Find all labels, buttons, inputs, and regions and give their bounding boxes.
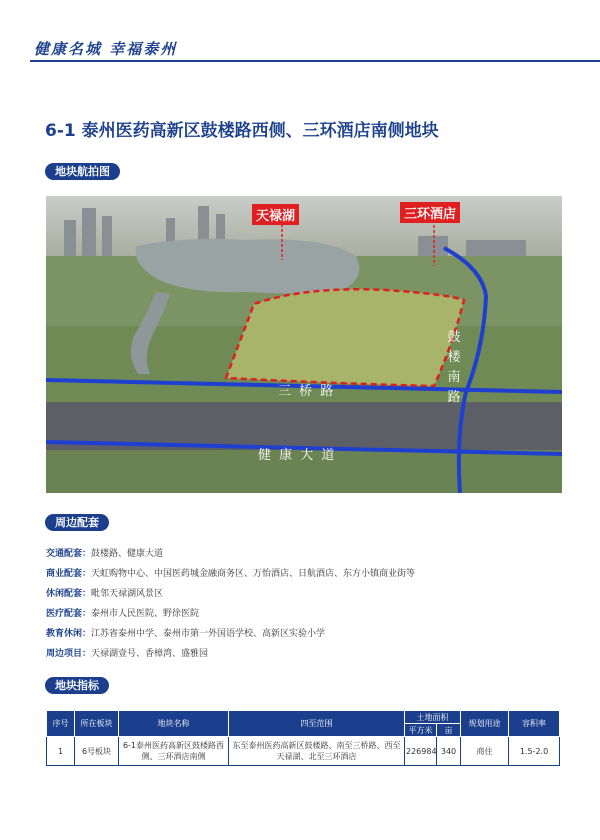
item-label: 交通配套： (46, 549, 92, 559)
cell-index: 1 (47, 737, 75, 766)
cell-bounds: 东至泰州医药高新区鼓楼路、南至三桥路、西至天禄湖、北至三环酒店 (229, 737, 405, 766)
surrounding-item (46, 564, 415, 584)
item-value: 泰州市人民医院、野徐医院 (91, 609, 200, 619)
col-far: 容积率 (509, 711, 560, 737)
label-lake: 天禄湖 (252, 204, 299, 225)
cell-block: 6号板块 (75, 737, 119, 766)
surroundings-list (46, 544, 415, 664)
cell-sqm: 226984 (405, 737, 437, 766)
label-road-gulou-char: 楼 (447, 350, 461, 365)
brand-slogan: 健康名城 幸福泰州 (34, 40, 178, 58)
surrounding-item (46, 544, 415, 564)
item-label: 教育休闲： (46, 629, 92, 639)
plot-land (226, 289, 464, 386)
label-road-jiankang: 健 康 大 道 (258, 448, 337, 463)
item-value: 江苏省泰州中学、泰州市第一外国语学校、高新区实验小学 (91, 629, 326, 639)
cell-use: 商住 (461, 737, 509, 766)
label-road-gulou-char: 鼓 (447, 330, 461, 345)
col-use: 规划用途 (461, 711, 509, 737)
cell-mu: 340 (437, 737, 461, 766)
col-bounds: 四至范围 (229, 711, 405, 737)
surrounding-item (46, 584, 415, 604)
item-value: 天虹购物中心、中国医药城金融商务区、万怡酒店、日航酒店、东方小镇商业街等 (91, 569, 416, 579)
item-label: 周边项目： (46, 649, 92, 659)
item-label: 休闲配套： (46, 589, 92, 599)
item-value: 天禄湖壹号、香樟湾、盛雅园 (91, 649, 209, 659)
section-pill-indicators: 地块指标 (45, 677, 109, 694)
item-value: 鼓楼路、健康大道 (91, 549, 164, 559)
col-name: 地块名称 (119, 711, 229, 737)
col-block: 所在板块 (75, 711, 119, 737)
surrounding-item (46, 644, 415, 664)
label-hotel: 三环酒店 (400, 202, 460, 223)
label-road-sanqiao: 三 桥 路 (278, 384, 336, 399)
col-area-sqm: 平方米 (405, 724, 437, 737)
col-area-mu: 亩 (437, 724, 461, 737)
item-label: 医疗配套： (46, 609, 92, 619)
label-road-gulou-char: 路 (447, 390, 461, 405)
section-pill-surroundings: 周边配套 (45, 514, 109, 531)
col-area: 土地面积 (405, 711, 461, 724)
label-road-gulou (446, 328, 462, 408)
label-road-gulou-char: 南 (447, 370, 461, 385)
cell-far: 1.5-2.0 (509, 737, 560, 766)
header-divider (30, 60, 600, 62)
page-title: 6-1 泰州医药高新区鼓楼路西侧、三环酒店南侧地块 (45, 121, 439, 141)
surrounding-item (46, 624, 415, 644)
aerial-photo (46, 196, 562, 493)
cell-name: 6-1泰州医药高新区鼓楼路西侧、三环酒店南侧 (119, 737, 229, 766)
item-label: 商业配套： (46, 569, 92, 579)
section-pill-aerial: 地块航拍图 (45, 163, 120, 180)
item-value: 毗邻天禄湖风景区 (91, 589, 164, 599)
surrounding-item (46, 604, 415, 624)
indicator-table (46, 710, 560, 766)
table-row (47, 737, 560, 766)
col-index: 序号 (47, 711, 75, 737)
